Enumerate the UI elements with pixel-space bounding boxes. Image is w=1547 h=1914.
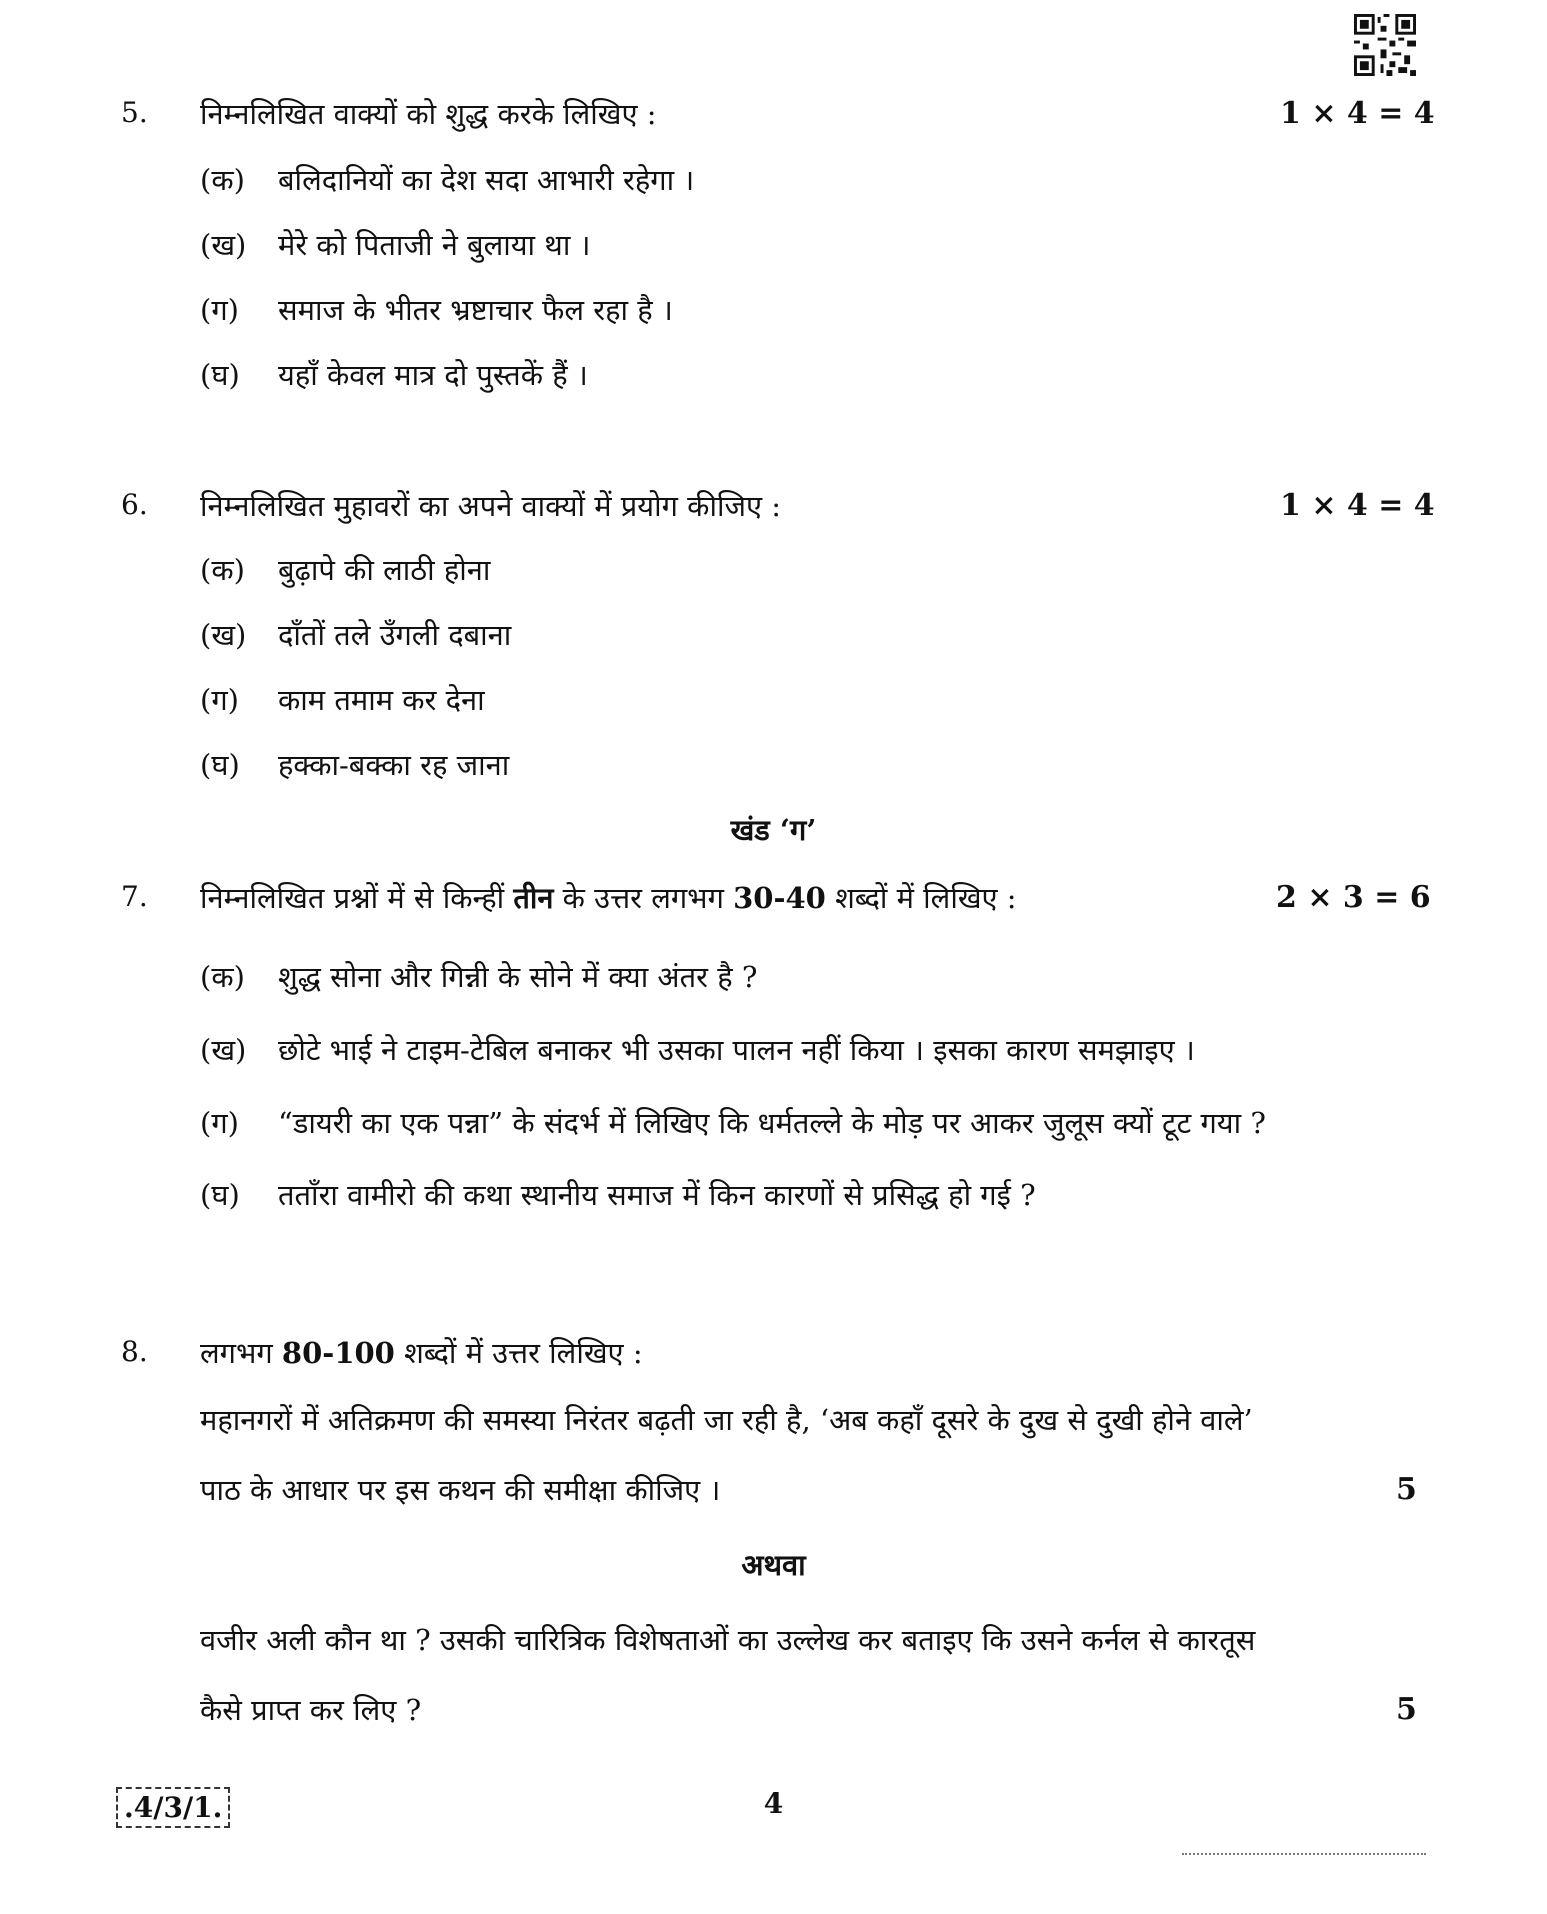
question-8-paragraph-line-1: महानगरों में अतिक्रमण की समस्या निरंतर बढ़ती जा रही है, ‘अब कहाँ दूसरे के दुख से दुखी होने वाले’ bbox=[200, 1403, 1253, 1437]
paper-code-box: .4/3/1. bbox=[116, 1787, 230, 1828]
section-heading: खंड ‘ग’ bbox=[730, 813, 817, 847]
question-8-alt-line-1: वजीर अली कौन था ? उसकी चारित्रिक विशेषताओं का उल्लेख कर बताइए कि उसने कर्नल से कारतूस bbox=[200, 1623, 1256, 1657]
question-6-option-gha bbox=[200, 745, 509, 784]
footer-dotted-line bbox=[1182, 1853, 1426, 1857]
option-label: (ख) bbox=[200, 618, 247, 652]
option-text: मेरे को पिताजी ने बुलाया था । bbox=[278, 228, 591, 262]
question-5-option-kha bbox=[200, 225, 591, 264]
option-label: (घ) bbox=[200, 748, 240, 782]
question-8-number: 8. bbox=[121, 1335, 148, 1368]
option-text: छोटे भाई ने टाइम-टेबिल बनाकर भी उसका पालन नहीं किया । इसका कारण समझाइए । bbox=[278, 1033, 1195, 1067]
option-text: बुढ़ापे की लाठी होना bbox=[278, 553, 491, 587]
option-label: (घ) bbox=[200, 358, 240, 392]
option-text: दाँतों तले उँगली दबाना bbox=[278, 618, 512, 652]
question-7-option-kha bbox=[200, 1030, 1195, 1069]
question-6-option-ka bbox=[200, 550, 490, 589]
question-7-marks: 2 × 3 = 6 bbox=[1276, 880, 1431, 915]
option-text: “डायरी का एक पन्ना” के संदर्भ में लिखिए कि धर्मतल्ले के मोड़ पर आकर जुलूस क्यों टूट गया ? bbox=[278, 1106, 1266, 1140]
question-7-option-ga bbox=[200, 1103, 1266, 1142]
option-label: (क) bbox=[200, 960, 245, 994]
question-7-number: 7. bbox=[121, 880, 148, 913]
option-label: (क) bbox=[200, 163, 245, 197]
question-6-option-ga bbox=[200, 680, 485, 719]
question-6-marks: 1 × 4 = 4 bbox=[1280, 488, 1435, 523]
question-8-marks-1: 5 bbox=[1396, 1472, 1417, 1507]
question-8-text: लगभग 80-100 शब्दों में उत्तर लिखिए : bbox=[200, 1336, 643, 1370]
option-label: (ग) bbox=[200, 293, 239, 327]
option-text: समाज के भीतर भ्रष्टाचार फैल रहा है । bbox=[278, 293, 673, 327]
page-number: 4 bbox=[763, 1787, 784, 1820]
option-label: (ख) bbox=[200, 1033, 247, 1067]
option-text: हक्का-बक्का रह जाना bbox=[278, 748, 510, 782]
question-5-option-ga bbox=[200, 290, 673, 329]
option-text: काम तमाम कर देना bbox=[278, 683, 485, 717]
question-5-option-gha bbox=[200, 355, 588, 394]
question-6-text: निम्नलिखित मुहावरों का अपने वाक्यों में प्रयोग कीजिए : bbox=[200, 489, 782, 523]
option-label: (ग) bbox=[200, 1106, 239, 1140]
option-text: बलिदानियों का देश सदा आभारी रहेगा । bbox=[278, 163, 695, 197]
option-label: (ग) bbox=[200, 683, 239, 717]
question-6-option-kha bbox=[200, 615, 511, 654]
question-7-option-gha bbox=[200, 1175, 1036, 1214]
option-label: (ख) bbox=[200, 228, 247, 262]
question-7-text: निम्नलिखित प्रश्नों में से किन्हीं तीन के उत्तर लगभग 30-40 शब्दों में लिखिए : bbox=[200, 881, 1017, 915]
question-8-marks-2: 5 bbox=[1396, 1692, 1417, 1727]
question-7-option-ka bbox=[200, 957, 757, 996]
qr-code-icon bbox=[1354, 14, 1416, 76]
question-5-text: निम्नलिखित वाक्यों को शुद्ध करके लिखिए : bbox=[200, 97, 657, 131]
question-6-number: 6. bbox=[121, 488, 148, 521]
option-text: तताँरा वामीरो की कथा स्थानीय समाज में किन कारणों से प्रसिद्ध हो गई ? bbox=[278, 1178, 1036, 1212]
or-separator: अथवा bbox=[741, 1548, 806, 1582]
question-5-option-ka bbox=[200, 160, 694, 199]
question-8-paragraph-line-2: पाठ के आधार पर इस कथन की समीक्षा कीजिए । bbox=[200, 1473, 721, 1507]
question-5-marks: 1 × 4 = 4 bbox=[1280, 96, 1435, 131]
option-text: यहाँ केवल मात्र दो पुस्तकें हैं । bbox=[278, 358, 588, 392]
question-8-alt-line-2: कैसे प्राप्त कर लिए ? bbox=[200, 1693, 422, 1727]
question-5-number: 5. bbox=[121, 96, 148, 129]
option-label: (घ) bbox=[200, 1178, 240, 1212]
option-label: (क) bbox=[200, 553, 245, 587]
option-text: शुद्ध सोना और गिन्नी के सोने में क्या अंतर है ? bbox=[278, 960, 758, 994]
